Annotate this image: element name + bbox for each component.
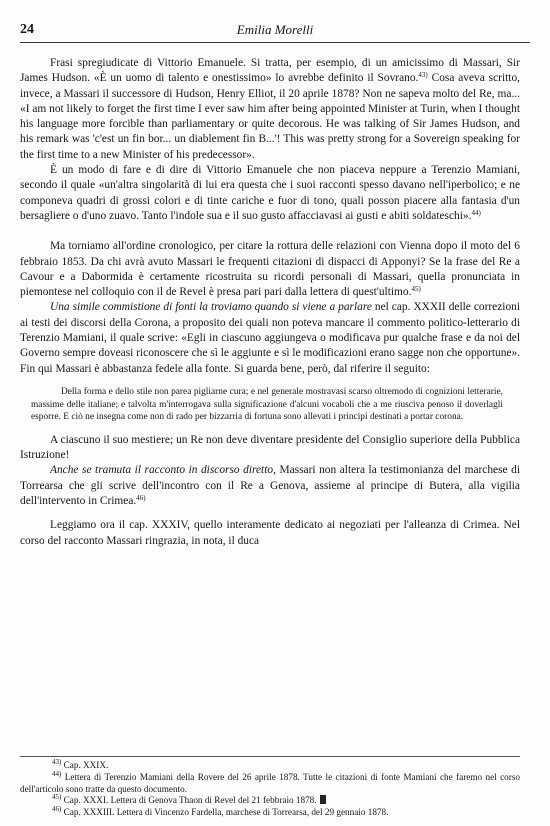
paragraph-6-italic: Anche se tramuta il racconto in discorso diretto, [50,464,276,477]
footnote-number: 43) [52,758,62,766]
paragraph-6 [20,463,520,509]
paragraph-1-text: Frasi spregiudicate di Vittorio Emanuele. Si tratta, per esempio, di un amicissimo di Massari, Sir James Hudson. «È un uomo di talento e onestissimo» lo avrebbe definito il Sovrano. [20,57,520,85]
page-header [20,22,530,43]
ink-mark [320,795,326,804]
footnote-45 [52,795,520,807]
footnote-number: 45) [52,793,62,802]
footnote-text: Cap. XXXI. Lettera di Genova Thaon di Revel del 21 febbraio 1878. [63,795,317,806]
footnote-divider [20,756,520,757]
footnote-text: Cap. XXXIII. Lettera di Vincenzo Fardella, marchese di Torrearsa, del 29 gennaio 1878. [63,807,389,818]
paragraph-2 [20,163,520,224]
paragraph-7: Leggiamo ora il cap. XXXIV, quello interamente dedicato ai negoziati per l'alleanza di Crimea. Nel corso del racconto Massari ringrazia, in nota, il duca [20,519,520,547]
paragraph-1 [20,56,520,163]
footnote-46 [20,807,520,819]
footnote-ref-46: 46) [136,493,146,502]
footnote-text: Cap. XXIX. [63,760,109,770]
paragraph-2-text: È un modo di fare e di dire di Vittorio Emanuele che non piaceva neppure a Terenzio Mamiani, secondo il quale «un'altra singolarità di lui era questa che i suoi racconti spesso davano nell'iperbolico; e ne componeva quadri di grossi colori e di tinte cariche e fuor di tono, quali posson piacere alla fantasia d'un bersagliere o d'uno zuavo. Tanto l'indole sua e il suo gusto affacciavasi ai gusti e abiti soldateschi». [20,164,520,222]
section-gap [20,224,520,239]
footnote-43 [52,760,520,772]
footnote-number: 46) [52,805,62,814]
paragraph-5: A ciascuno il suo mestiere; un Re non deve diventare presidente del Consiglio superiore della Pubblica Istruzione! [20,433,520,462]
paragraph-4-text: nel cap. XXXII delle correzioni ai testi dei discorsi della Corona, a proposito dei quali non poteva mancare il commento politico-letterario di Terenzio Mamiani, il quale scrive: «Egli in ciascuno aggiungeva o modificava pur qualche frase e da noi del Governo sempre doveasi riconoscere che sì le aggiunte e sì le modificazioni erano sagge non che opportune». Fin qui Massari è abbastanza fedele alla fonte. Si guarda bene, però, dal riferire il seguito: [20,301,520,375]
footnote-number: 44) [52,769,62,778]
page-number: 24 [20,22,34,37]
footnote-ref-44: 44) [471,208,481,217]
block-quote [31,386,503,424]
paragraph-1-text-cont: Cosa aveva scritto, invece, a Massari il successore di Hudson, Henry Elliot, il 20 aprile 1878? Non ne sapeva molto del Re, ma... «I am not likely to forget the first time I ever saw him after being appointed Minister at Turin, when I thought his language more forcible than parliamentary or quite decorous. He was talking of Sir James Hudson, and his remark was 'c'est un fin bor... un diablement fin B...'! This was pretty strong for a Sovereign speaking for the first time to a new Minister of his predecessor». [20,72,521,161]
paragraph-3-text: Ma torniamo all'ordine cronologico, per citare la rottura delle relazioni con Vienna dopo il moto del 6 febbraio 1853. Da chi avrà avuto Massari le frequenti citazioni di dispacci di Apponyi? Se la frase del Re a Cavour e a Dabormida è certamente ricostruita su ricordi personali di Massari, quella pronunciata in piemontese nel colloquio con il de Revel è presa pari pari dalla lettera di quest'ultimo. [20,240,520,299]
paragraph-3 [20,239,520,300]
footnote-ref-45: 45) [411,285,421,294]
footnote-text: Lettera di Terenzio Mamiani della Rovere del 26 aprile 1878. Tutte le citazioni di fonte Mamiani che faremo nel corso dell'articolo sono tratte da questo documento. [20,771,521,794]
footnote-44 [20,769,521,796]
footnote-ref-43: 43) [418,71,428,80]
section-gap [20,509,520,518]
paragraph-6-text: Massari non altera la testimonianza del marchese di Torrearsa che gli scrive dell'incontro con il Re a Genova, assieme al principe di Butera, alla vigilia dell'intervento in Crimea. [20,464,521,507]
body-text [20,56,520,549]
footnotes [20,760,520,819]
paragraph-4 [20,300,520,376]
running-title: Emilia Morelli [236,22,314,37]
paragraph-4-italic: Una simile commistione di fonti la troviamo quando si viene a parlare [50,301,372,314]
block-quote-text: Della forma e dello stile non parea pigliarne cura; e nel generale mostravasi scarso oltremodo di cognizioni letterarie, massime delle italiane; e talvolta m'interrogava sulla significazione d'alcuni vocaboli che a me riusciva penoso il doverlagli esporre. E ciò ne insegna come non di rado per bizzarria di fortuna sono allevati i principi destinati a portar corona. [31,386,503,423]
